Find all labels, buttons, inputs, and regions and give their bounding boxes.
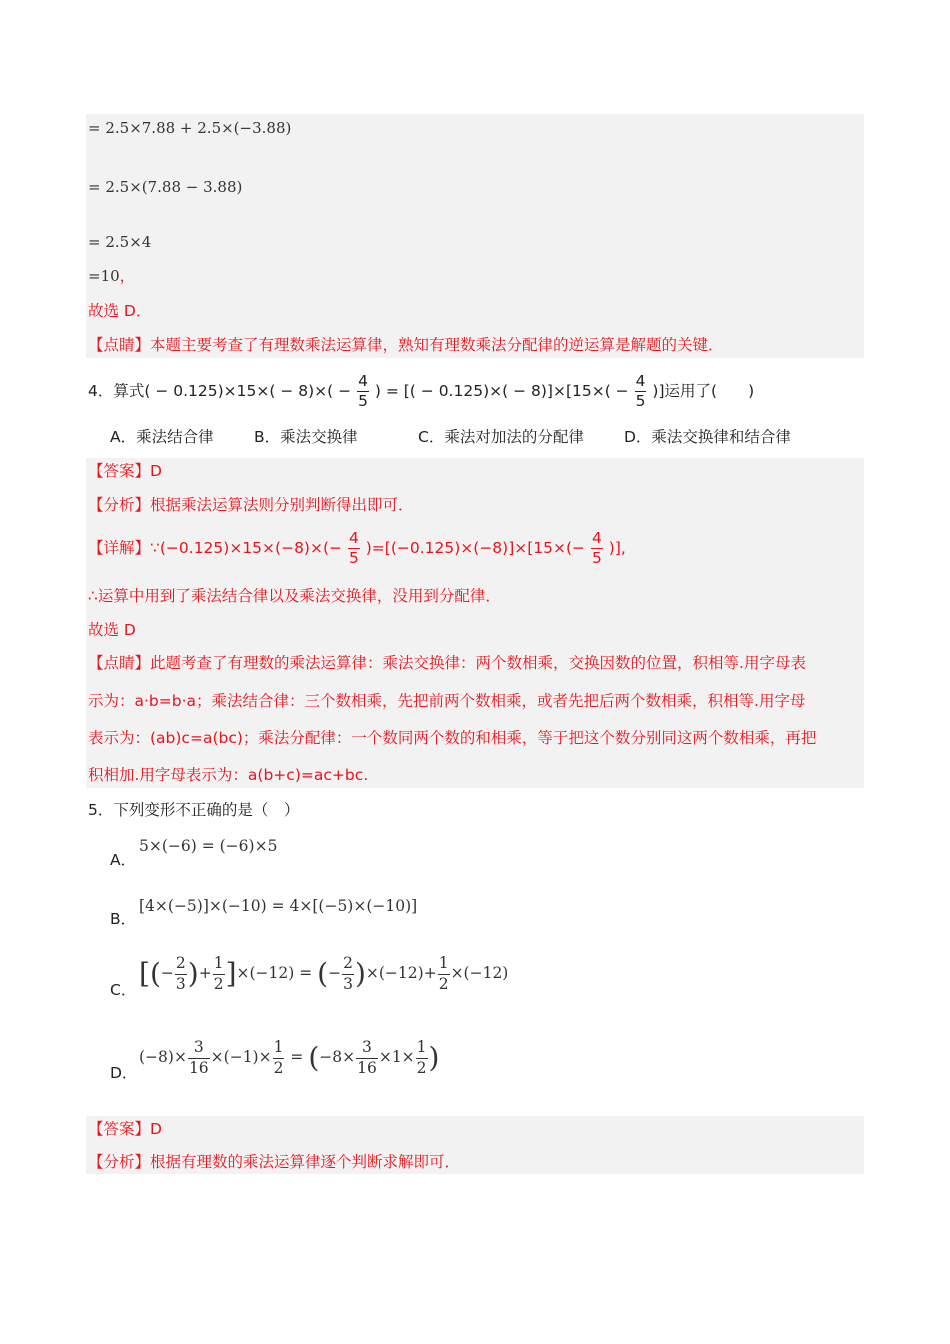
fraction: $\frac{4}{5}$: [635, 371, 646, 410]
q5-label-a: A．: [110, 851, 137, 869]
fraction: $\frac{4}{5}$: [348, 528, 359, 567]
q5-option-a[interactable]: 5×(−6) = (−6)×5: [139, 837, 278, 855]
q5-label-c: C．: [110, 981, 137, 999]
q4-detail: 【详解】∵(−0.125)×15×(−8)×(− $\frac{4}{5}$ )=[(−0.125)×(−8)]×[15×(− $\frac{4}{5}$ )],: [88, 528, 626, 567]
q4-analysis: 【分析】根据乘法运算法则分别判断得出即可．: [88, 496, 414, 514]
comment-label: 【点睛】: [88, 336, 151, 354]
q5-stem: 5．下列变形不正确的是（ ）: [88, 801, 300, 819]
q5-analysis: 【分析】根据有理数的乘法运算律逐个判断求解即可．: [88, 1153, 461, 1171]
comment-line: 【点睛】本题主要考查了有理数乘法运算律，熟知有理数乘法分配律的逆运算是解题的关键．: [88, 336, 724, 354]
choose-text: 故选 D．: [88, 302, 152, 320]
q4-option-c[interactable]: C．乘法对加法的分配律: [418, 428, 584, 446]
q4-option-b[interactable]: B．乘法交换律: [254, 428, 358, 446]
q5-label-d: D．: [110, 1064, 138, 1082]
q4-comment-2: 示为：a·b=b·a；乘法结合律：三个数相乘，先把前两个数相乘，或者先把后两个数相乘，积相等.用字母: [88, 692, 806, 710]
q5-option-b[interactable]: [4×(−5)]×(−10) = 4×[(−5)×(−10)]: [139, 897, 418, 915]
q4-answer: 【答案】D: [88, 462, 162, 480]
equation-line-1: = 2.5×7.88 + 2.5×(−3.88): [88, 119, 292, 137]
q4-choose: 故选 D: [88, 621, 136, 639]
fraction: $\frac{4}{5}$: [591, 528, 602, 567]
q5-option-d[interactable]: (−8)× $\frac{3}{16}$ ×(−1)× $\frac{1}{2}$ = (−8× $\frac{3}{16}$ ×1× $\frac{1}{2}$ ): [139, 1038, 440, 1077]
q4-comment-3: 表示为：(ab)c=a(bc)；乘法分配律：一个数同两个数的和相乘，等于把这个数分别同这两个数相乘，再把: [88, 729, 817, 747]
equation-line-2: = 2.5×(7.88 − 3.88): [88, 178, 243, 196]
q5-option-c[interactable]: [(− $\frac{2}{3}$ )+ $\frac{1}{2}$ ]×(−12) = (− $\frac{2}{3}$ )×(−12)+ $\frac{1}{2}$ ×(−12): [139, 954, 509, 993]
fraction: $\frac{4}{5}$: [358, 371, 368, 410]
equation-line-4: =10，: [88, 267, 136, 285]
equation-line-3: = 2.5×4: [88, 233, 152, 251]
q4-stem: 4．算式( − 0.125)×15×( − 8)×( − $\frac{4}{5}$ ) = [( − 0.125)×( − 8)]×[15×( − $\frac{4}{5}$ )]运用了( ): [88, 371, 755, 410]
q5-answer: 【答案】D: [88, 1120, 162, 1138]
q4-therefore: ∴运算中用到了乘法结合律以及乘法交换律，没用到分配律．: [88, 587, 501, 605]
solution-block-top: [86, 114, 864, 358]
q4-comment-1: 【点睛】此题考查了有理数的乘法运算律：乘法交换律：两个数相乘，交换因数的位置，积相等.用字母表: [88, 654, 806, 672]
q4-option-a[interactable]: A．乘法结合律: [110, 428, 214, 446]
q5-label-b: B．: [110, 910, 137, 928]
q4-comment-4: 积相加.用字母表示为：a(b+c)=ac+bc.: [88, 766, 369, 784]
q4-option-d[interactable]: D．乘法交换律和结合律: [624, 428, 791, 446]
